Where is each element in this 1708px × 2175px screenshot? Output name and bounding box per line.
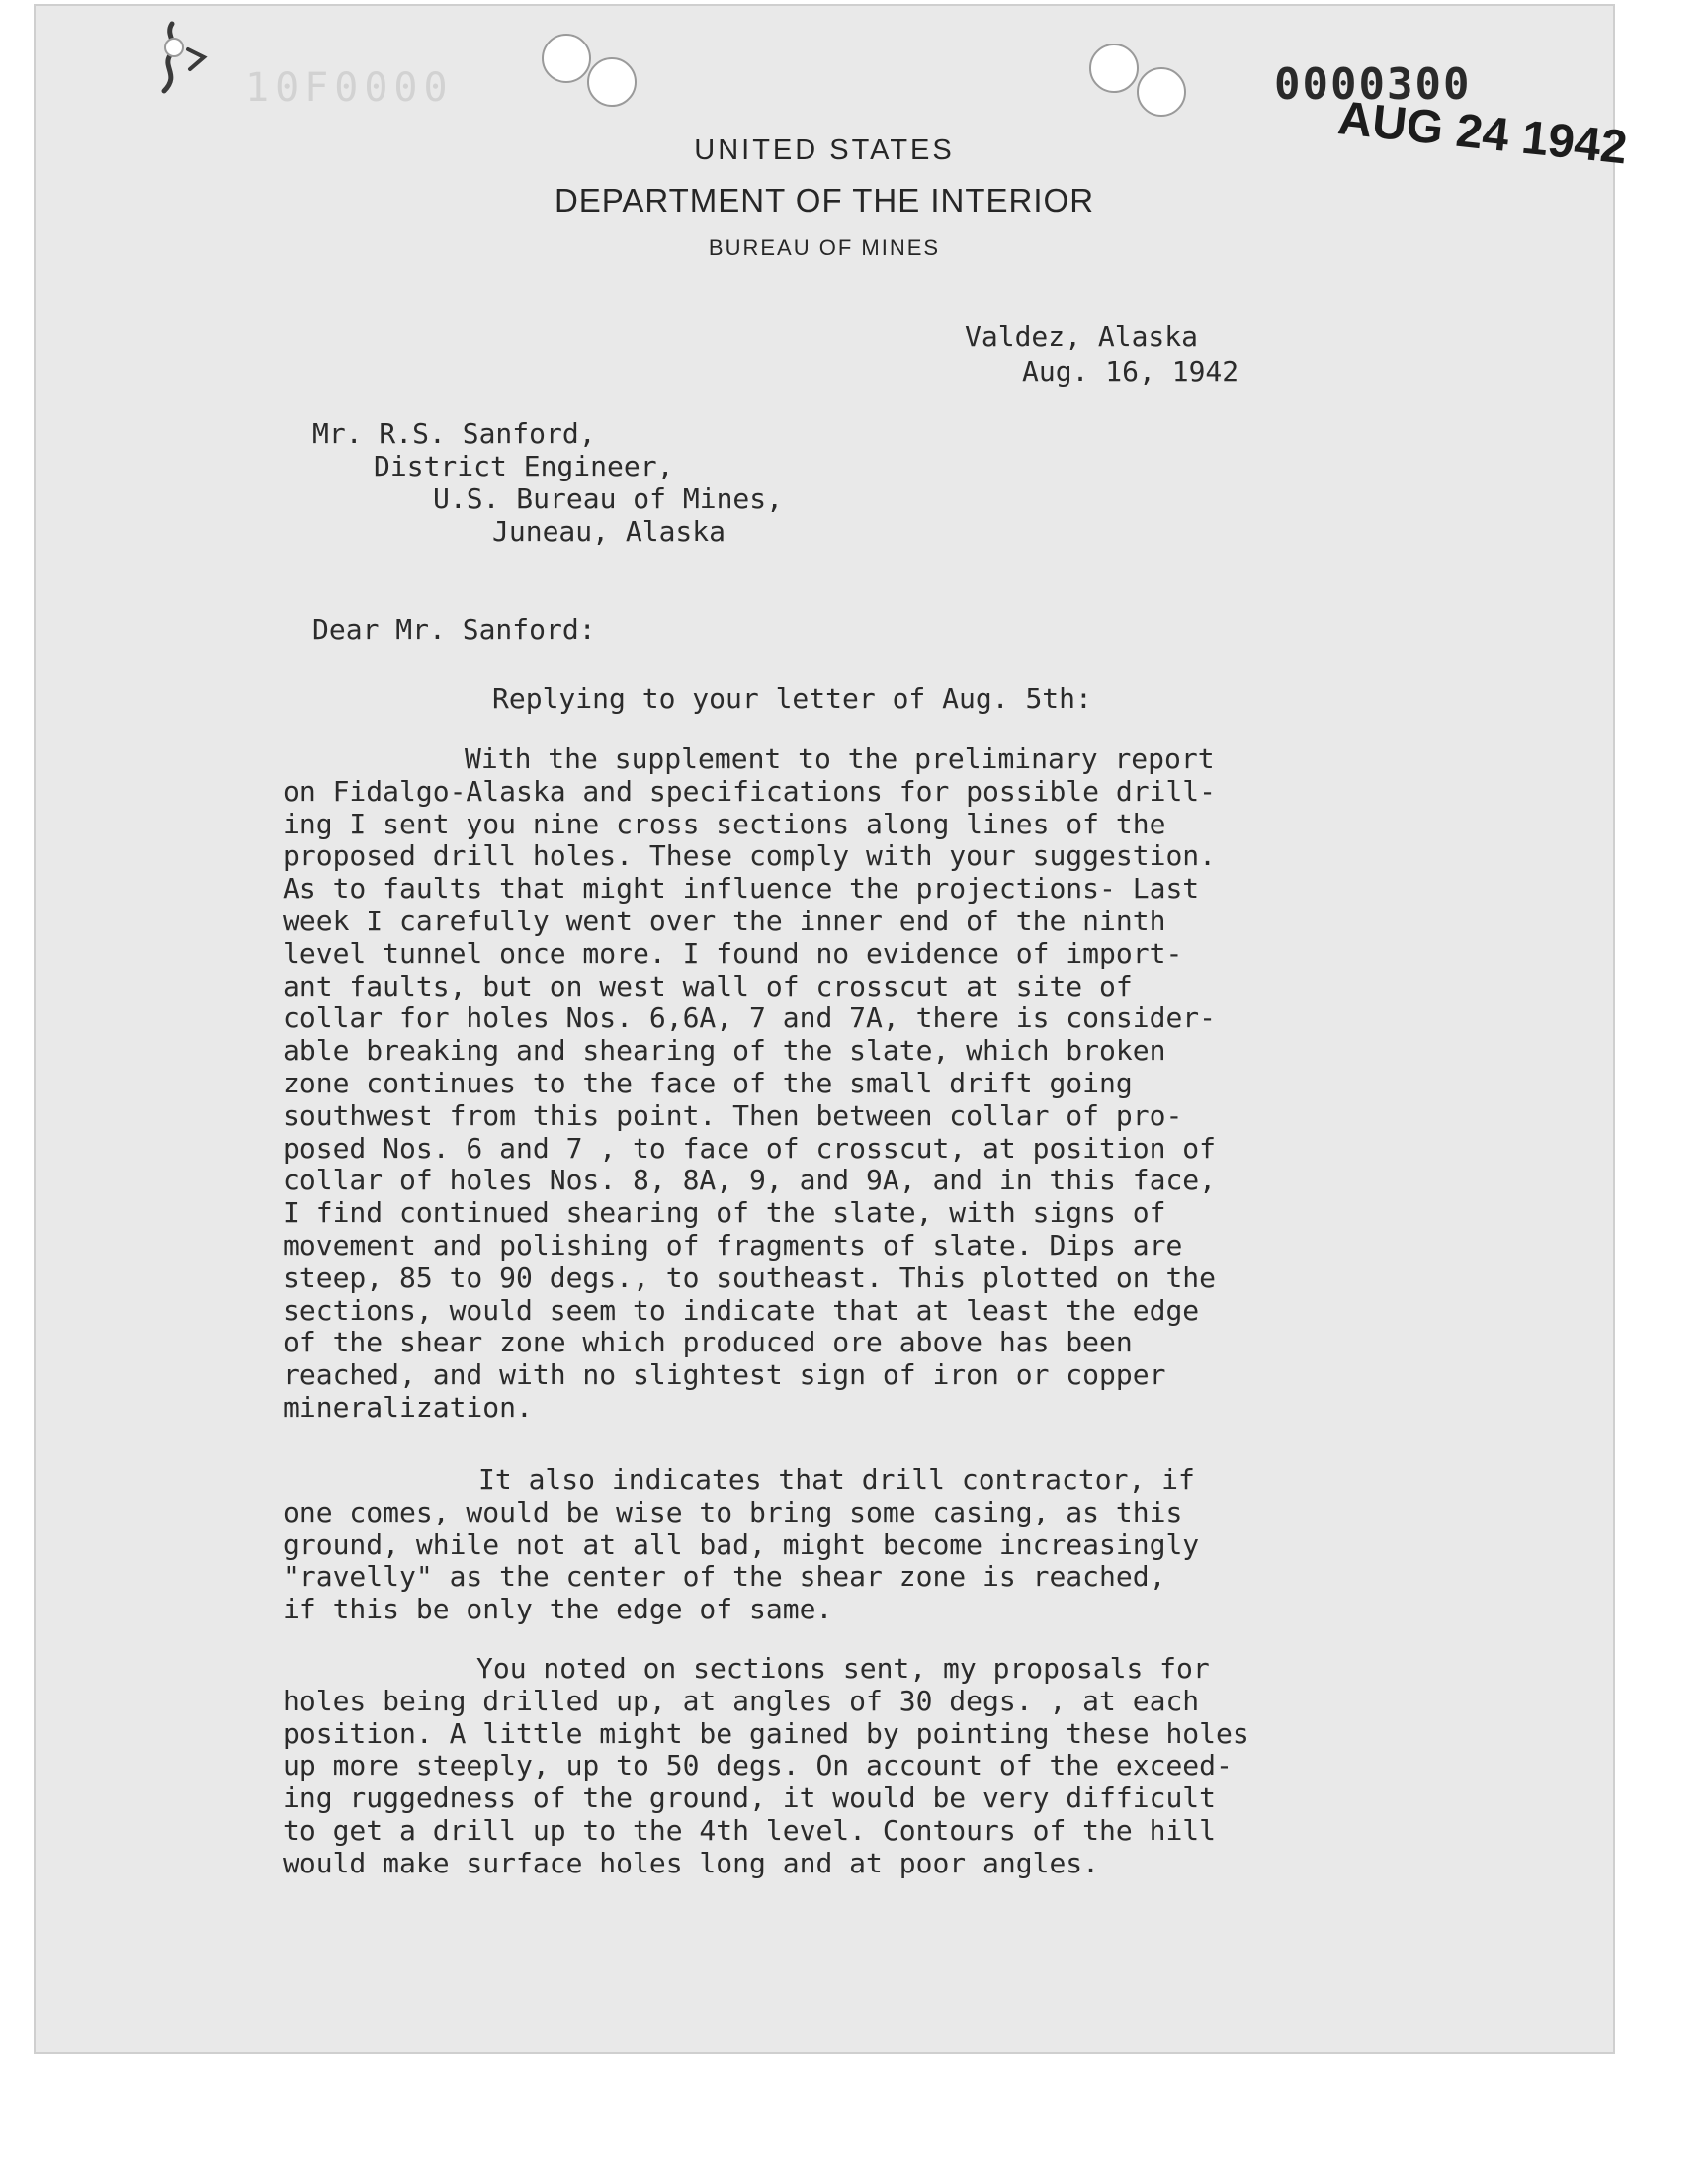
paragraph-line: With the supplement to the preliminary report	[465, 742, 1215, 775]
paragraph-line: You noted on sections sent, my proposals for	[476, 1652, 1210, 1685]
paragraph-line: to get a drill up to the 4th level. Contours of the hill	[283, 1813, 1217, 1847]
opening-line: Replying to your letter of Aug. 5th:	[492, 682, 1092, 715]
paragraph-line: zone continues to the face of the small drift going	[283, 1066, 1133, 1099]
paragraph-line: holes being drilled up, at angles of 30 degs. , at each	[283, 1684, 1200, 1717]
paragraph-line: on Fidalgo-Alaska and specifications for possible drill-	[283, 774, 1217, 808]
paragraph-line: It also indicates that drill contractor, if	[478, 1463, 1195, 1496]
paragraph-line: week I carefully went over the inner end of the ninth	[283, 904, 1166, 937]
addressee-line: U.S. Bureau of Mines,	[433, 482, 784, 515]
paragraph-line: I find continued shearing of the slate, with signs of	[283, 1196, 1166, 1230]
body-paragraph	[283, 1653, 1249, 1880]
paragraph-line: collar for holes Nos. 6,6A, 7 and 7A, there is consider-	[283, 1001, 1217, 1035]
dateline-place: Valdez, Alaska	[965, 320, 1199, 353]
paragraph-line: up more steeply, up to 50 degs. On account of the exceed-	[283, 1749, 1233, 1783]
paragraph-line: movement and polishing of fragments of slate. Dips are	[283, 1228, 1183, 1262]
addressee-line: Juneau, Alaska	[492, 515, 726, 548]
paragraph-line: position. A little might be gained by pointing these holes	[283, 1716, 1249, 1750]
punch-hole	[542, 34, 591, 83]
paragraph-line: would make surface holes long and at poor angles.	[283, 1846, 1100, 1879]
paragraph-line: reached, and with no slightest sign of iron or copper	[283, 1358, 1166, 1392]
received-date-stamp: AUG 24 1942	[1335, 92, 1630, 175]
document-number-stamp: 0000300	[1274, 59, 1472, 110]
handwritten-mark	[150, 18, 210, 107]
body-paragraph	[283, 743, 1216, 1425]
paragraph-line: ant faults, but on west wall of crosscut at site of	[283, 969, 1133, 1002]
paragraph-line: ing I sent you nine cross sections along lines of the	[283, 807, 1166, 840]
letterhead-bureau: BUREAU OF MINES	[708, 235, 941, 260]
letter-page	[34, 4, 1630, 2054]
paragraph-line: one comes, would be wise to bring some casing, as this	[283, 1495, 1183, 1528]
letterhead-country: UNITED STATES	[694, 134, 955, 166]
faint-document-number: 10F0000	[245, 65, 454, 111]
paragraph-line: ing ruggedness of the ground, it would be very difficult	[283, 1782, 1217, 1815]
paragraph-line: steep, 85 to 90 degs., to southeast. This plotted on the	[283, 1261, 1217, 1294]
paragraph-line: proposed drill holes. These comply with your suggestion.	[283, 839, 1217, 873]
addressee-line: Mr. R.S. Sanford,	[312, 417, 596, 450]
paragraph-line: able breaking and shearing of the slate, which broken	[283, 1034, 1166, 1068]
punch-hole	[587, 57, 637, 107]
punch-hole	[1089, 44, 1139, 93]
paragraph-line: As to faults that might influence the projections- Last	[283, 872, 1200, 906]
paragraph-line: ground, while not at all bad, might become increasingly	[283, 1527, 1200, 1561]
paragraph-line: southwest from this point. Then between collar of pro-	[283, 1098, 1183, 1132]
body-paragraph	[283, 1464, 1199, 1626]
salutation: Dear Mr. Sanford:	[312, 613, 596, 646]
letterhead-department: DEPARTMENT OF THE INTERIOR	[554, 182, 1095, 218]
addressee-line: District Engineer,	[374, 450, 674, 482]
dateline-date: Aug. 16, 1942	[1022, 355, 1239, 388]
paragraph-line: if this be only the edge of same.	[283, 1593, 833, 1626]
paragraph-line: sections, would seem to indicate that at least the edge	[283, 1293, 1200, 1327]
paragraph-line: collar of holes Nos. 8, 8A, 9, and 9A, and in this face,	[283, 1164, 1217, 1197]
punch-hole	[1137, 67, 1186, 117]
paragraph-line: mineralization.	[283, 1390, 533, 1424]
paragraph-line: posed Nos. 6 and 7 , to face of crosscut, at position of	[283, 1131, 1217, 1165]
addressee-block	[312, 417, 783, 548]
paragraph-line: of the shear zone which produced ore above has been	[283, 1326, 1133, 1359]
paragraph-line: "ravelly" as the center of the shear zone is reached,	[283, 1560, 1166, 1594]
paragraph-line: level tunnel once more. I found no evidence of import-	[283, 936, 1183, 970]
